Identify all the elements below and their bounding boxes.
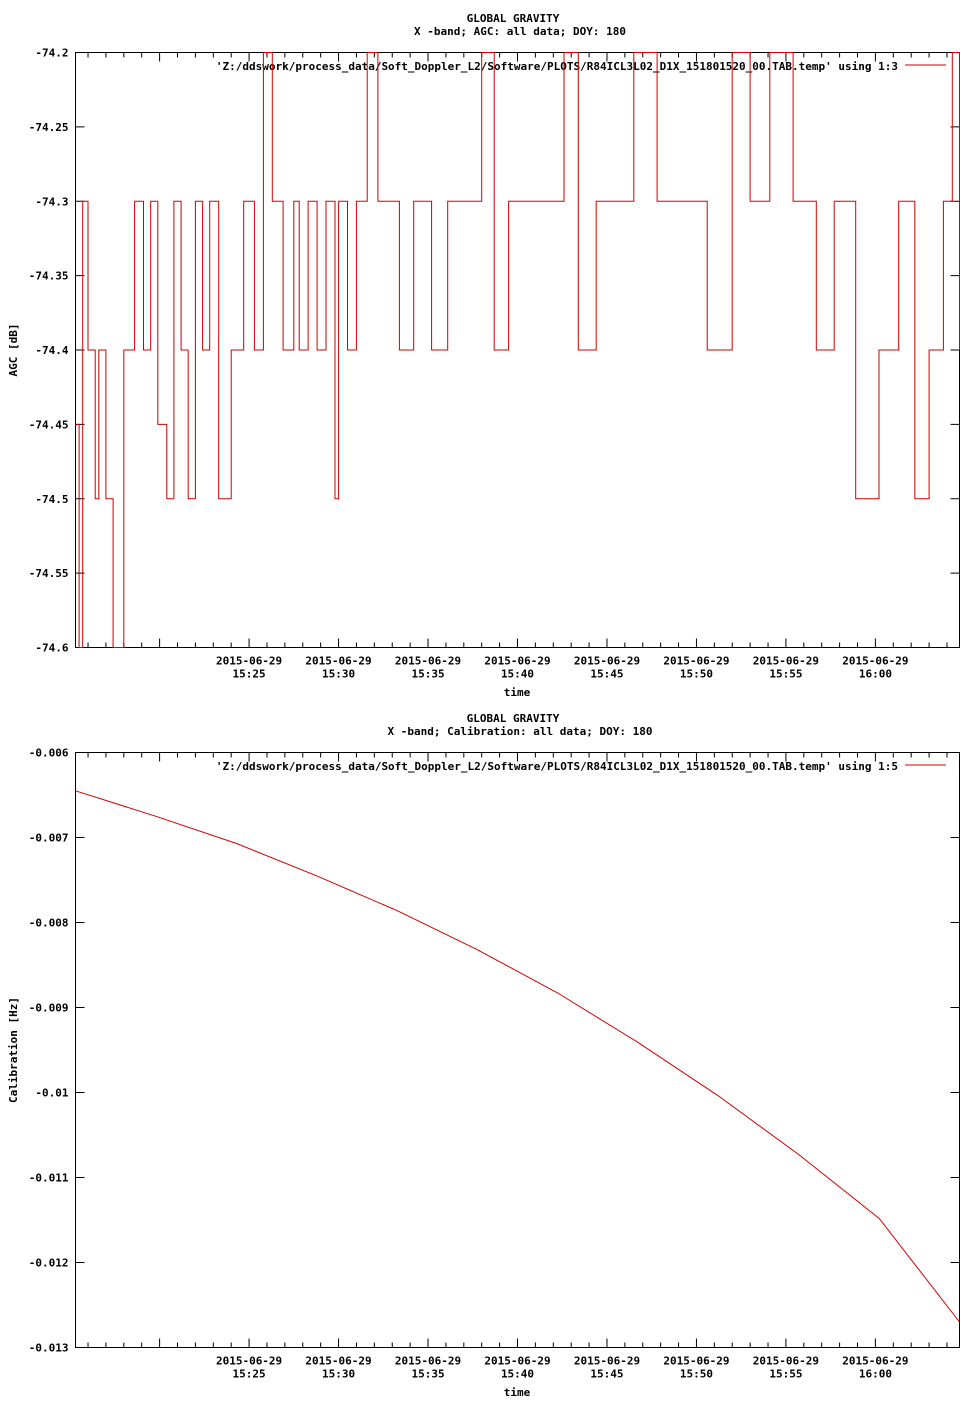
x-tick-label-date: 2015-06-29 <box>842 1354 909 1368</box>
y-tick-label: -0.012 <box>28 1256 69 1270</box>
x-tick-label-time: 16:00 <box>858 667 892 681</box>
y-tick-label: -74.55 <box>28 567 69 581</box>
calibration-chart-panel <box>0 700 980 1400</box>
y-tick-label: -74.2 <box>35 46 69 60</box>
chart-subtitle: X -band; AGC: all data; DOY: 180 <box>414 25 626 38</box>
x-tick-label-date: 2015-06-29 <box>394 1354 462 1368</box>
x-tick-label-date: 2015-06-29 <box>573 654 641 668</box>
agc-series-line <box>76 53 960 648</box>
y-tick-label: -74.25 <box>28 120 69 134</box>
x-tick-label-date: 2015-06-29 <box>663 1354 730 1368</box>
x-tick-label-time: 15:55 <box>769 667 803 681</box>
x-tick-label-date: 2015-06-29 <box>663 654 730 668</box>
y-tick-label: -0.007 <box>28 831 69 845</box>
x-tick-label-time: 15:25 <box>232 667 266 681</box>
y-tick-label: -74.45 <box>28 418 69 432</box>
x-tick-label-date: 2015-06-29 <box>842 654 909 668</box>
y-tick-label: -74.35 <box>28 269 69 283</box>
x-tick-label-time: 15:35 <box>411 667 445 681</box>
x-tick-label-time: 15:50 <box>679 1367 714 1381</box>
x-axis <box>88 753 947 1381</box>
x-tick-label-time: 15:40 <box>500 667 535 681</box>
x-tick-label-time: 15:35 <box>411 1367 445 1381</box>
y-tick-label: -0.011 <box>28 1171 69 1185</box>
x-tick-label-date: 2015-06-29 <box>215 1354 283 1368</box>
y-tick-label: -0.013 <box>28 1341 69 1355</box>
y-axis-label: Calibration [Hz] <box>7 997 20 1103</box>
agc-chart-panel <box>0 0 980 700</box>
x-tick-label-time: 15:50 <box>679 667 714 681</box>
x-tick-label-date: 2015-06-29 <box>305 1354 372 1368</box>
plot-frame <box>76 753 960 1348</box>
x-tick-label-date: 2015-06-29 <box>752 1354 820 1368</box>
x-tick-label-time: 16:00 <box>858 1367 892 1381</box>
y-axis-label: AGC [dB] <box>7 323 20 377</box>
y-tick-label: -74.6 <box>35 641 69 655</box>
calibration-series-line <box>76 791 960 1322</box>
x-tick-label-date: 2015-06-29 <box>484 1354 551 1368</box>
x-tick-label-date: 2015-06-29 <box>484 654 551 668</box>
x-tick-label-date: 2015-06-29 <box>752 654 820 668</box>
x-tick-label-time: 15:40 <box>500 1367 535 1381</box>
x-tick-label-date: 2015-06-29 <box>215 654 283 668</box>
x-tick-label-time: 15:55 <box>769 1367 803 1381</box>
x-tick-label-time: 15:30 <box>321 1367 356 1381</box>
y-axis <box>29 747 960 1355</box>
agc-chart <box>0 0 980 700</box>
x-tick-label-time: 15:45 <box>590 1367 624 1381</box>
x-tick-label-time: 15:25 <box>232 1367 266 1381</box>
x-axis <box>88 53 947 681</box>
y-tick-label: -74.5 <box>35 492 69 506</box>
chart-title: GLOBAL GRAVITY <box>466 12 560 25</box>
chart-subtitle: X -band; Calibration: all data; DOY: 180 <box>387 725 653 738</box>
y-tick-label: -0.009 <box>28 1001 69 1015</box>
legend-label: 'Z:/ddswork/process_data/Soft_Doppler_L2/Software/PLOTS/R84ICL3L02_D1X_151801520_00.TAB.temp' using 1:5 <box>215 760 898 773</box>
y-tick-label: -74.3 <box>35 195 69 209</box>
y-tick-label: -74.4 <box>35 344 69 357</box>
y-tick-label: -0.006 <box>28 746 69 760</box>
x-tick-label-time: 15:30 <box>321 667 356 681</box>
y-tick-label: -0.01 <box>35 1086 69 1100</box>
chart-title: GLOBAL GRAVITY <box>466 712 560 725</box>
calibration-chart <box>0 700 980 1400</box>
x-tick-label-time: 15:45 <box>590 667 624 681</box>
x-axis-label: time <box>503 1386 531 1399</box>
x-axis-label: time <box>503 686 531 699</box>
x-tick-label-date: 2015-06-29 <box>573 1354 641 1368</box>
x-tick-label-date: 2015-06-29 <box>305 654 372 668</box>
x-tick-label-date: 2015-06-29 <box>394 654 462 668</box>
y-tick-label: -0.008 <box>28 916 69 930</box>
legend-label: 'Z:/ddswork/process_data/Soft_Doppler_L2/Software/PLOTS/R84ICL3L02_D1X_151801520_00.TAB.temp' using 1:3 <box>215 60 898 73</box>
